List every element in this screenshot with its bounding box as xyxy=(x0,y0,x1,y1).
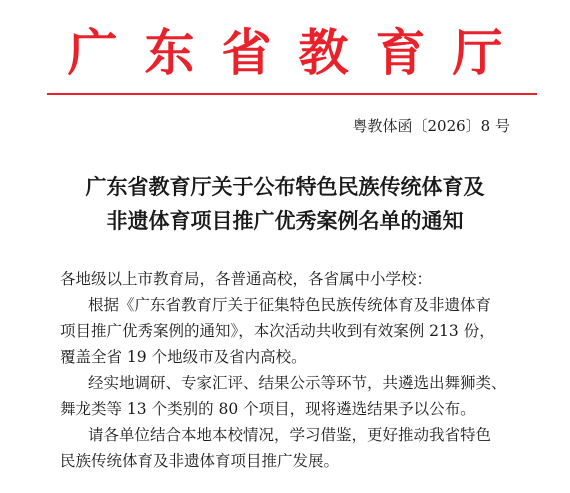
paragraph-2-line-1: 经实地调研、专家汇评、结果公示等环节，共遴选出舞狮类、 xyxy=(88,374,507,392)
document-title-line-2: 非遗体育项目推广优秀案例名单的通知 xyxy=(106,208,464,233)
paragraph-1-line-1: 根据《广东省教育厅关于征集特色民族传统体育及非遗体育 xyxy=(88,296,492,314)
red-divider-line xyxy=(47,93,537,95)
document-number: 粤教体函〔2026〕8 号 xyxy=(352,117,510,135)
paragraph-2-line-2: 舞龙类等 13 个类别的 80 个项目，现将遴选结果予以公布。 xyxy=(60,400,476,418)
paragraph-3-line-1: 请各单位结合本地本校情况，学习借鉴，更好推动我省特色 xyxy=(88,426,492,444)
paragraph-1-line-3: 覆盖全省 19 个地级市及省内高校。 xyxy=(60,348,307,366)
issuer-heading: 广东省教育厅 xyxy=(67,23,530,82)
paragraph-1-line-2: 项目推广优秀案例的通知》，本次活动共收到有效案例 213 份， xyxy=(60,322,495,340)
paragraph-3-line-2: 民族传统体育及非遗体育项目推广发展。 xyxy=(60,452,340,470)
document-title-line-1: 广东省教育厅关于公布特色民族传统体育及 xyxy=(85,174,485,199)
salutation: 各地级以上市教育局，各普通高校，各省属中小学校： xyxy=(60,270,433,288)
